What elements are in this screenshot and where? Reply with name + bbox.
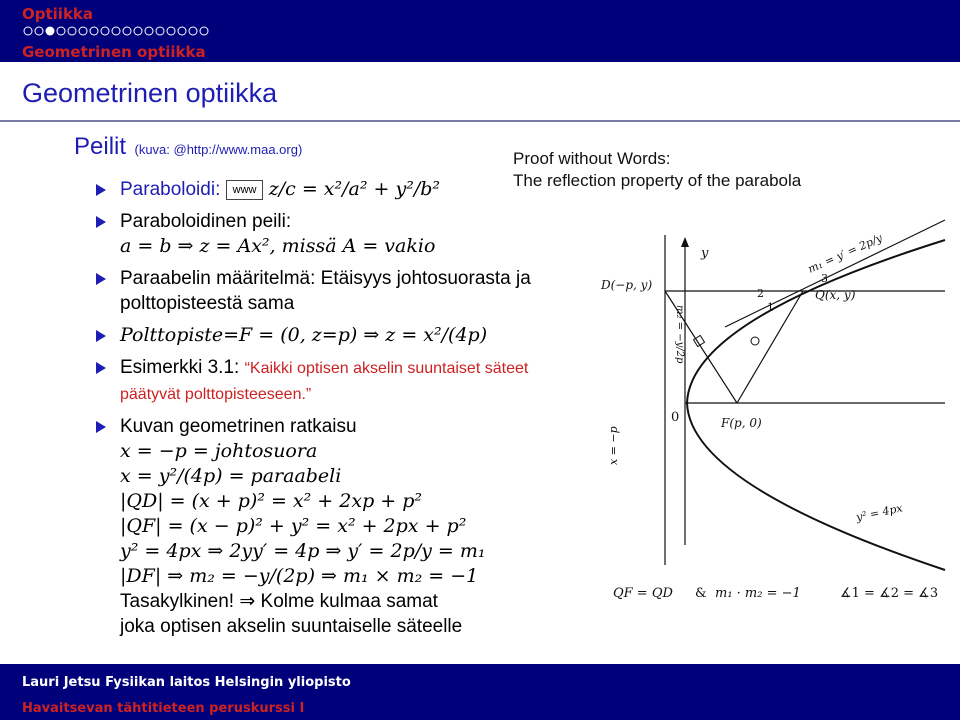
title-separator: [0, 120, 960, 122]
solution-line: y² = 4px ⇒ 2yy′ = 4p ⇒ y′ = 2p/y = m₁: [120, 540, 486, 562]
label-Q: Q(x, y): [815, 288, 856, 302]
label-origin: 0: [671, 410, 680, 425]
list-item-solution: [96, 414, 536, 639]
label-F: F(p, 0): [721, 416, 762, 430]
subsection-title[interactable]: Geometrinen optiikka: [22, 43, 206, 61]
slide-dot[interactable]: [200, 27, 208, 35]
midpoint-marker: [751, 337, 759, 345]
slide-dot[interactable]: [134, 27, 142, 35]
focus-equation: Polttopiste=F = (0, z=p) ⇒ z = x²/(4p): [120, 324, 488, 346]
label-angle-1: 1: [767, 301, 774, 314]
label-bottom-eq3: m₁ · m₂ = −1: [715, 586, 801, 601]
slide-dot[interactable]: [68, 27, 76, 35]
solution-line: x = −p = johtosuora: [120, 440, 318, 462]
solution-line: |QD| = (x + p)² = x² + 2xp + p²: [120, 490, 423, 512]
paraboloid-equation: z/c = x²/a² + y²/b²: [268, 178, 441, 200]
label-D: D(−p, y): [601, 278, 653, 292]
tangent-line: [725, 220, 945, 327]
slide-dot[interactable]: [178, 27, 186, 35]
list-item-focus: [96, 323, 536, 348]
navigation-dots[interactable]: [22, 24, 222, 38]
label-angle-2: 2: [757, 287, 764, 300]
bullet-triangle-icon: [96, 216, 106, 228]
list-item-paraboloid-mirror: [96, 209, 536, 259]
label-bottom-eq4: ∡1 = ∡2 = ∡3: [840, 586, 939, 601]
block-title: [74, 133, 302, 161]
slide-dot[interactable]: [145, 27, 153, 35]
figure-title-line2: The reflection property of the parabola: [513, 171, 802, 190]
solution-line: x = y²/(4p) = paraabeli: [120, 465, 342, 487]
label-y-axis: y: [701, 246, 709, 261]
slide-dot[interactable]: [156, 27, 164, 35]
slide-dot[interactable]: [167, 27, 175, 35]
item-text: Paraabelin määritelmä: Etäisyys johtosuorasta ja polttopisteestä sama: [120, 268, 531, 314]
example-label: Esimerkki 3.1:: [120, 357, 240, 378]
slide-dot[interactable]: [90, 27, 98, 35]
footer-authors: Lauri Jetsu Fysiikan laitos Helsingin yliopisto: [22, 675, 351, 690]
image-citation: (kuva: @http://www.maa.org): [134, 142, 303, 157]
label-parabola: y² = 4px: [854, 501, 904, 524]
bullet-triangle-icon: [96, 273, 106, 285]
y-axis-arrow: [681, 237, 689, 247]
figure-title-line1: Proof without Words:: [513, 149, 671, 168]
label-bottom-eq1: QF = QD: [613, 586, 673, 601]
slide-dot[interactable]: [35, 27, 43, 35]
slide-dot[interactable]: [24, 27, 32, 35]
bullet-triangle-icon: [96, 362, 106, 374]
mirror-equation: a = b ⇒ z = Ax², missä A = vakio: [120, 235, 436, 257]
block-title-text: Peilit: [74, 133, 127, 160]
label-bottom-eq2: &: [695, 586, 707, 601]
bullet-triangle-icon: [96, 330, 106, 342]
slide-dot[interactable]: [57, 27, 65, 35]
frame-title: Geometrinen optiikka: [22, 78, 278, 108]
parabola-figure: [505, 145, 955, 615]
solution-line: joka optisen akselin suuntaiselle säteelle: [120, 616, 463, 637]
footer-course: Havaitsevan tähtitieteen peruskurssi I: [22, 701, 305, 716]
slide-dot[interactable]: [101, 27, 109, 35]
slide-dot[interactable]: [46, 27, 54, 35]
list-item-definition: [96, 266, 536, 316]
solution-line: |DF| ⇒ m₂ = −y/(2p) ⇒ m₁ × m₂ = −1: [120, 565, 479, 587]
www-link-button[interactable]: www: [226, 180, 264, 200]
solution-line: Kuvan geometrinen ratkaisu: [120, 416, 357, 437]
solution-line: |QF| = (x − p)² + y² = x² + 2px + p²: [120, 515, 467, 537]
slide-dot[interactable]: [79, 27, 87, 35]
item-text: Paraboloidinen peili:: [120, 211, 292, 232]
slide-dot[interactable]: [189, 27, 197, 35]
label-directrix: x = −p: [607, 426, 620, 465]
list-item-example: [96, 355, 536, 407]
list-item-paraboloid: [96, 177, 536, 202]
solution-line: Tasakylkinen! ⇒ Kolme kulmaa samat: [120, 591, 438, 612]
slide-dot[interactable]: [112, 27, 120, 35]
item-label: Paraboloidi:: [120, 179, 221, 200]
slide-dot[interactable]: [123, 27, 131, 35]
example-quote: “Kaikki optisen akselin suuntaiset säteet päätyvät polttopisteeseen.”: [120, 360, 529, 403]
bullet-triangle-icon: [96, 421, 106, 433]
bullet-list: [96, 177, 536, 646]
top-bar: [0, 0, 960, 62]
label-m1: m₁ = y′ = 2p/y: [805, 231, 885, 276]
label-angle-3: 3: [821, 272, 828, 285]
parabola-diagram: [505, 145, 955, 615]
label-m2: m₂ = −y/2p: [674, 305, 685, 364]
footer-bar: [0, 664, 960, 720]
bullet-triangle-icon: [96, 184, 106, 196]
section-title[interactable]: Optiikka: [22, 5, 94, 23]
